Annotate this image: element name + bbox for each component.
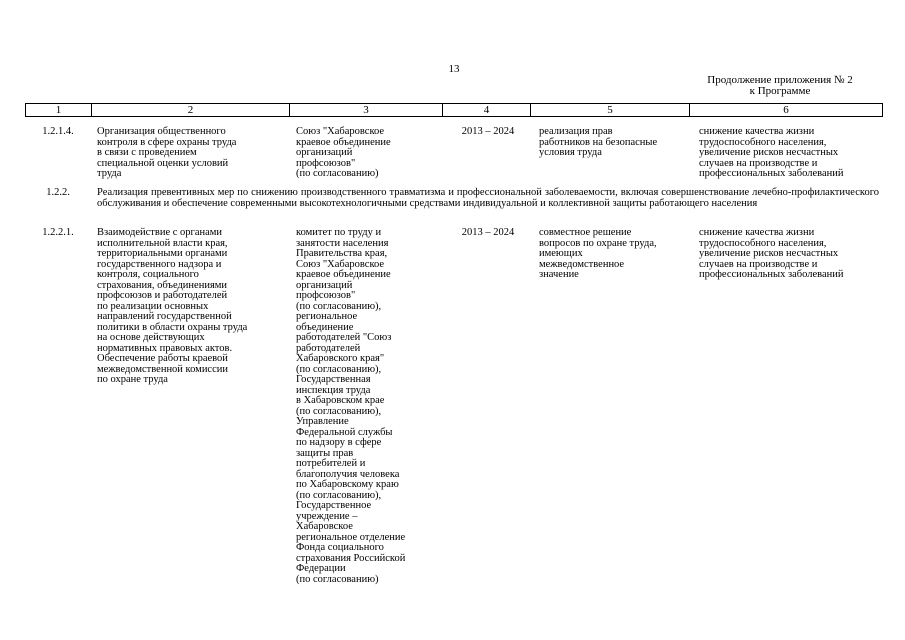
column-header-2: 2 xyxy=(92,104,290,117)
section-number: 1.2.2. xyxy=(46,187,70,198)
column-header-1: 1 xyxy=(26,104,92,117)
section-heading-text: Реализация превентивных мер по снижению производственного травматизма и профессиональной заболеваемости, включая совершенствование лечебно-профилактического обслуживания и обеспечение современными высокотехнологичными средствами индивидуальной и коллективной защиты работающего населения xyxy=(97,187,879,209)
period-text: 2013 – 2024 xyxy=(461,126,515,137)
result-text: реализация прав работников на безопасные условия труда xyxy=(539,126,658,158)
executor-text: Союз "Хабаровское краевое объединение организаций профсоюзов" (по согласованию) xyxy=(296,126,391,179)
page-number: 13 xyxy=(448,63,460,75)
measure-text: Организация общественного контроля в сфере охраны труда в связи с проведением специальной оценки условий труда xyxy=(97,126,237,179)
row-number: 1.2.2.1. xyxy=(42,227,74,238)
period-text: 2013 – 2024 xyxy=(461,227,515,238)
column-number-header xyxy=(25,103,883,117)
appendix-note-line-2: к Программе xyxy=(749,85,811,97)
executor-text: комитет по труду и занятости населения Правительства края, Союз "Хабаровское краевое объединение организаций профсоюзов" (по согласованию), региональное объединение работодателей "Союз работодателей Хабаровского края" (по согласованию), Государственная инспекция труда в Хабаровском крае (по согласованию), Управление Федеральной службы по надзору в сфере защиты прав потребителей и благополучия человека по Хабаровскому краю (по согласованию), Государственное учреждение – Хабаровское региональное отделение Фонда социального страхования Российской Федерации (по согласованию) xyxy=(296,227,406,585)
column-header-4: 4 xyxy=(443,104,531,117)
consequence-text: снижение качества жизни трудоспособного населения, увеличение рисков несчастных случаев на производстве и профессиональных заболеваний xyxy=(699,126,844,179)
appendix-continuation-note xyxy=(690,75,870,97)
measure-text: Взаимодействие с органами исполнительной власти края, территориальными органами государственного надзора и контроля, социального страхования, объединениями профсоюзов и работодателей по реализации основных направлений государственной политики в области охраны труда на основе действующих нормативных правовых актов. Обеспечение работы краевой межведомственной комиссии по охране труда xyxy=(97,227,248,385)
column-header-6: 6 xyxy=(690,104,883,117)
appendix-note-line-1: Продолжение приложения № 2 xyxy=(707,74,853,86)
column-header-5: 5 xyxy=(531,104,690,117)
consequence-text: снижение качества жизни трудоспособного населения, увеличение рисков несчастных случаев на производстве и профессиональных заболеваний xyxy=(699,227,844,280)
column-header-3: 3 xyxy=(290,104,443,117)
row-number: 1.2.1.4. xyxy=(42,126,74,137)
result-text: совместное решение вопросов по охране труда, имеющих межведомственное значение xyxy=(539,227,657,280)
